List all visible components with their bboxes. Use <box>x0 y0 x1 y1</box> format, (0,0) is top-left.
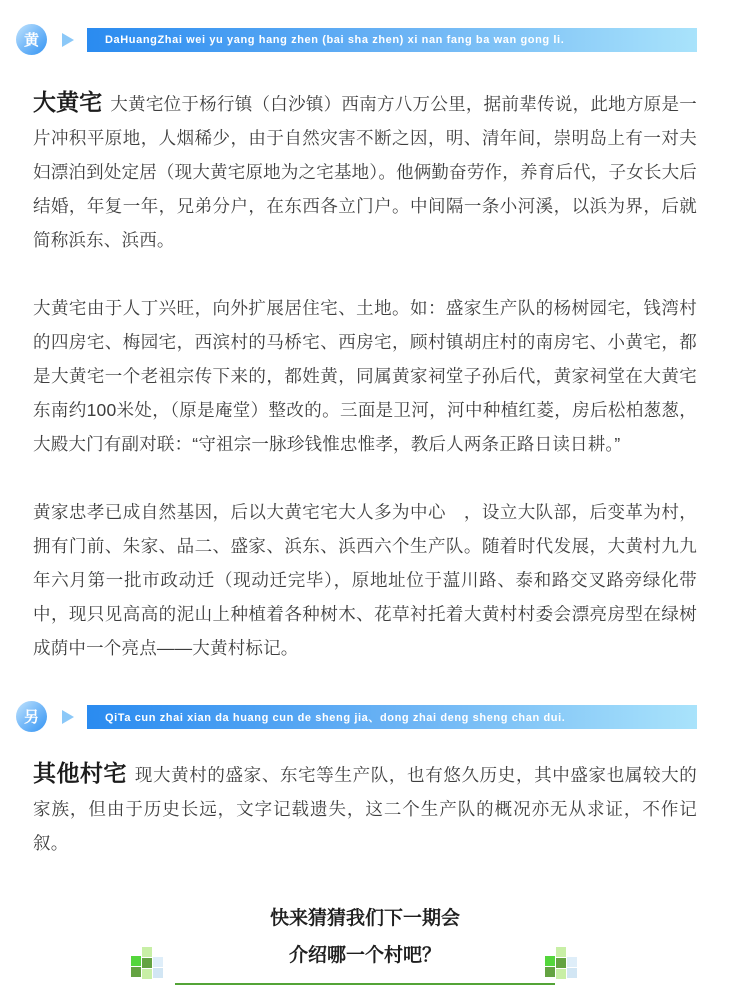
section-header-dahuangzhai <box>16 24 730 55</box>
section-header-qitacunzhai <box>16 701 730 732</box>
icon-square <box>153 968 163 978</box>
paragraph <box>33 85 697 257</box>
section-banner <box>87 28 697 52</box>
icon-square <box>142 958 152 968</box>
icon-square <box>556 969 566 979</box>
runin-heading: 大黄宅 <box>33 89 103 115</box>
banner-pinyin-text: DaHuangZhai wei yu yang hang zhen (bai sha zhen) xi nan fang ba wan gong li. <box>105 33 565 46</box>
section-body-dahuangzhai <box>0 85 730 665</box>
icon-square <box>142 969 152 979</box>
bar-blocks-icon <box>545 947 577 979</box>
teaser-line-1: 快来猜猜我们下一期会 <box>269 908 460 929</box>
paragraph <box>33 756 697 860</box>
icon-column <box>153 957 163 978</box>
icon-square <box>131 956 141 966</box>
icon-column <box>142 947 152 979</box>
icon-column <box>556 947 566 979</box>
footer-teaser <box>0 900 730 985</box>
badge-character: 黄 <box>23 32 39 49</box>
teaser-line-2: 介绍哪一个村吧？ <box>288 945 441 966</box>
paragraph <box>33 495 697 665</box>
paragraph-text: 现大黄村的盛家、东宅等生产队，也有悠久历史，其中盛家也属较大的家族，但由于历史长远，文字记载遗失，这二个生产队的概况亦无从求证，不作记叙。 <box>33 765 698 853</box>
runin-heading: 其他村宅 <box>33 760 127 786</box>
badge-character: 另 <box>23 709 39 726</box>
icon-column <box>131 956 141 977</box>
icon-square <box>142 947 152 957</box>
icon-column <box>545 956 555 977</box>
paragraph <box>33 291 697 461</box>
icon-square <box>153 957 163 967</box>
icon-square <box>567 957 577 967</box>
icon-column <box>567 957 577 978</box>
icon-square <box>556 947 566 957</box>
icon-square <box>567 968 577 978</box>
icon-square <box>131 967 141 977</box>
section-body-qitacunzhai <box>0 756 730 860</box>
section-badge <box>16 24 47 55</box>
icon-square <box>556 958 566 968</box>
icon-square <box>545 956 555 966</box>
paragraph-text: 大黄宅由于人丁兴旺，向外扩展居住宅、土地。如：盛家生产队的杨树园宅，钱湾村的四房宅、梅园宅，西滨村的马桥宅、西房宅，顾村镇胡庄村的南房宅、小黄宅，都是大黄宅一个老祖宗传下来的，都姓黄，同属黄家祠堂子孙后代，黄家祠堂在大黄宅东南约100米处，（原是庵堂）整改的。三面是卫河，河中种植红菱，房后松柏葱葱，大殿大门有副对联：“守祖宗一脉珍钱惟忠惟孝，教后人两条正路日读日耕。” <box>33 298 697 454</box>
paragraph-text: 黄家忠孝已成自然基因，后以大黄宅宅大人多为中心 ，设立大队部，后变革为村，拥有门前、朱家、品二、盛家、浜东、浜西六个生产队。随着时代发展，大黄村九九年六月第一批市政动迁（现动迁完毕），原地址位于蕰川路、泰和路交叉路旁绿化带中，现只见高高的泥山上种植着各种树木、花草衬托着大黄村村委会漂亮房型在绿树成荫中一个亮点——大黄村标记。 <box>33 502 697 658</box>
arrow-right-icon <box>62 710 74 724</box>
section-badge <box>16 701 47 732</box>
paragraph-text: 大黄宅位于杨行镇（白沙镇）西南方八万公里，据前辈传说，此地方原是一片冲积平原地，人烟稀少，由于自然灾害不断之因，明、清年间，崇明岛上有一对夫妇漂泊到处定居（现大黄宅原地为之宅基地）。他俩勤奋劳作，养育后代，子女长大后结婚，年复一年，兄弟分户，在东西各立门户。中间隔一条小河溪，以浜为界，后就简称浜东、浜西。 <box>33 94 697 250</box>
icon-square <box>545 967 555 977</box>
section-banner <box>87 705 697 729</box>
arrow-right-icon <box>62 33 74 47</box>
bar-blocks-icon <box>131 947 163 979</box>
banner-pinyin-text: QiTa cun zhai xian da huang cun de sheng jia、dong zhai deng sheng chan dui. <box>105 711 566 724</box>
